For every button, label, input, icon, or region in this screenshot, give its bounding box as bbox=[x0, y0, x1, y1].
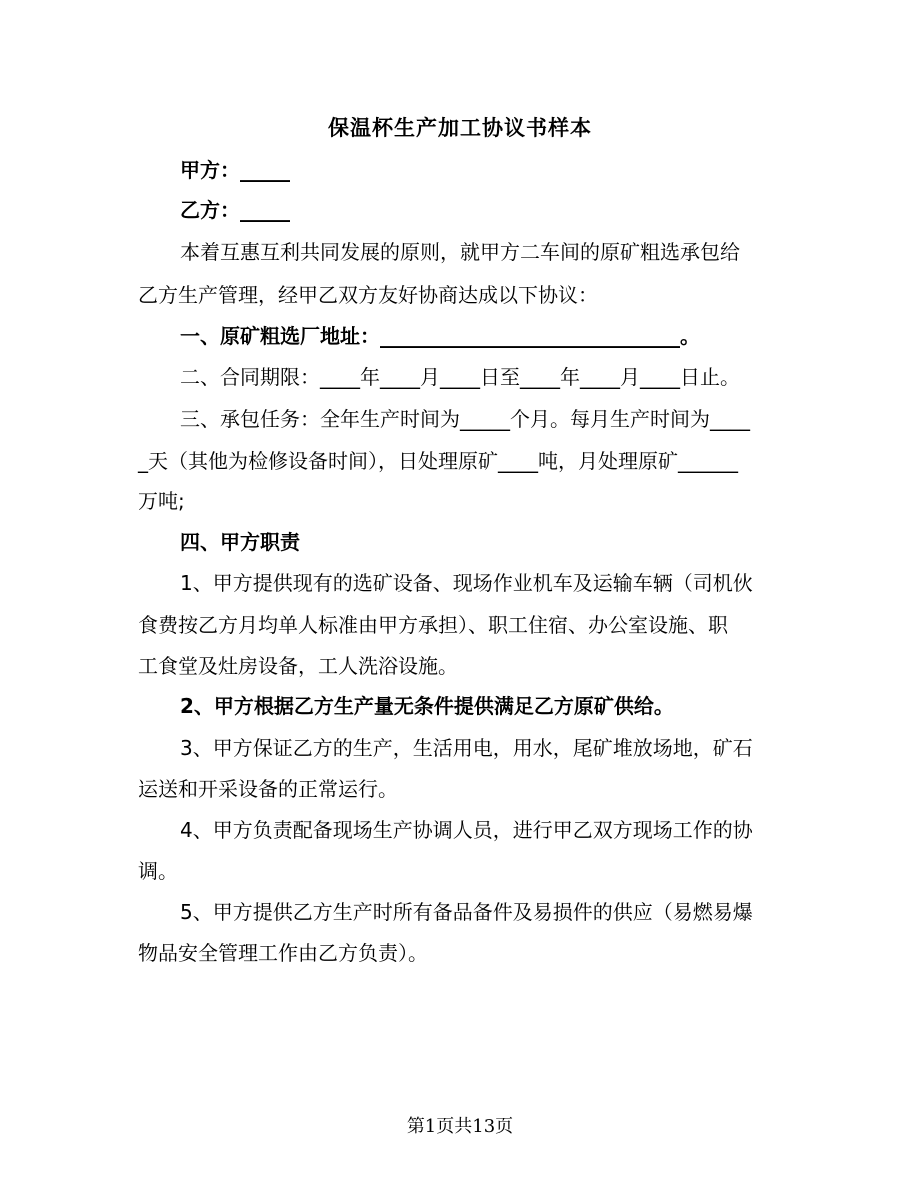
section-3-line-3: 万吨; bbox=[138, 489, 185, 513]
page-number-footer: 第1页共13页 bbox=[406, 1116, 514, 1137]
section-3-line-1: 三、承包任务：全年生产时间为_____个月。每月生产时间为____ bbox=[180, 407, 750, 431]
party-a-line: 甲方：_____ bbox=[180, 158, 290, 182]
item-3-line-2: 运送和开采设备的正常运行。 bbox=[138, 777, 398, 801]
item-1-line-1: 1、甲方提供现有的选矿设备、现场作业机车及运输车辆（司机伙 bbox=[180, 571, 753, 595]
item-3-line-1: 3、甲方保证乙方的生产，生活用电，用水，尾矿堆放场地，矿石 bbox=[180, 736, 753, 760]
item-5-line-1: 5、甲方提供乙方生产时所有备品备件及易损件的供应（易燃易爆 bbox=[180, 900, 753, 924]
section-4-heading: 四、甲方职责 bbox=[180, 530, 300, 554]
section-2-term: 二、合同期限：____年____月____日至____年____月____日止。 bbox=[180, 365, 740, 389]
intro-line-1: 本着互惠互利共同发展的原则，就甲方二车间的原矿粗选承包给 bbox=[180, 240, 740, 264]
item-1-line-3: 工食堂及灶房设备，工人洗浴设施。 bbox=[138, 654, 458, 678]
item-4-line-1: 4、甲方负责配备现场生产协调人员，进行甲乙双方现场工作的协 bbox=[180, 818, 753, 842]
item-1-line-2: 食费按乙方月均单人标准由甲方承担）、职工住宿、办公室设施、职 bbox=[138, 613, 728, 637]
document-title: 保温杯生产加工协议书样本 bbox=[328, 116, 592, 140]
item-2-line: 2、甲方根据乙方生产量无条件提供满足乙方原矿供给。 bbox=[180, 694, 674, 718]
section-1-address: 一、原矿粗选厂地址：______________________________。 bbox=[180, 324, 700, 348]
party-b-line: 乙方：_____ bbox=[180, 198, 290, 222]
item-4-line-2: 调。 bbox=[138, 859, 178, 883]
item-5-line-2: 物品安全管理工作由乙方负责）。 bbox=[138, 941, 428, 965]
intro-line-2: 乙方生产管理，经甲乙双方友好协商达成以下协议： bbox=[138, 283, 598, 307]
section-3-line-2: _天（其他为检修设备时间），日处理原矿____吨，月处理原矿______ bbox=[138, 449, 738, 473]
